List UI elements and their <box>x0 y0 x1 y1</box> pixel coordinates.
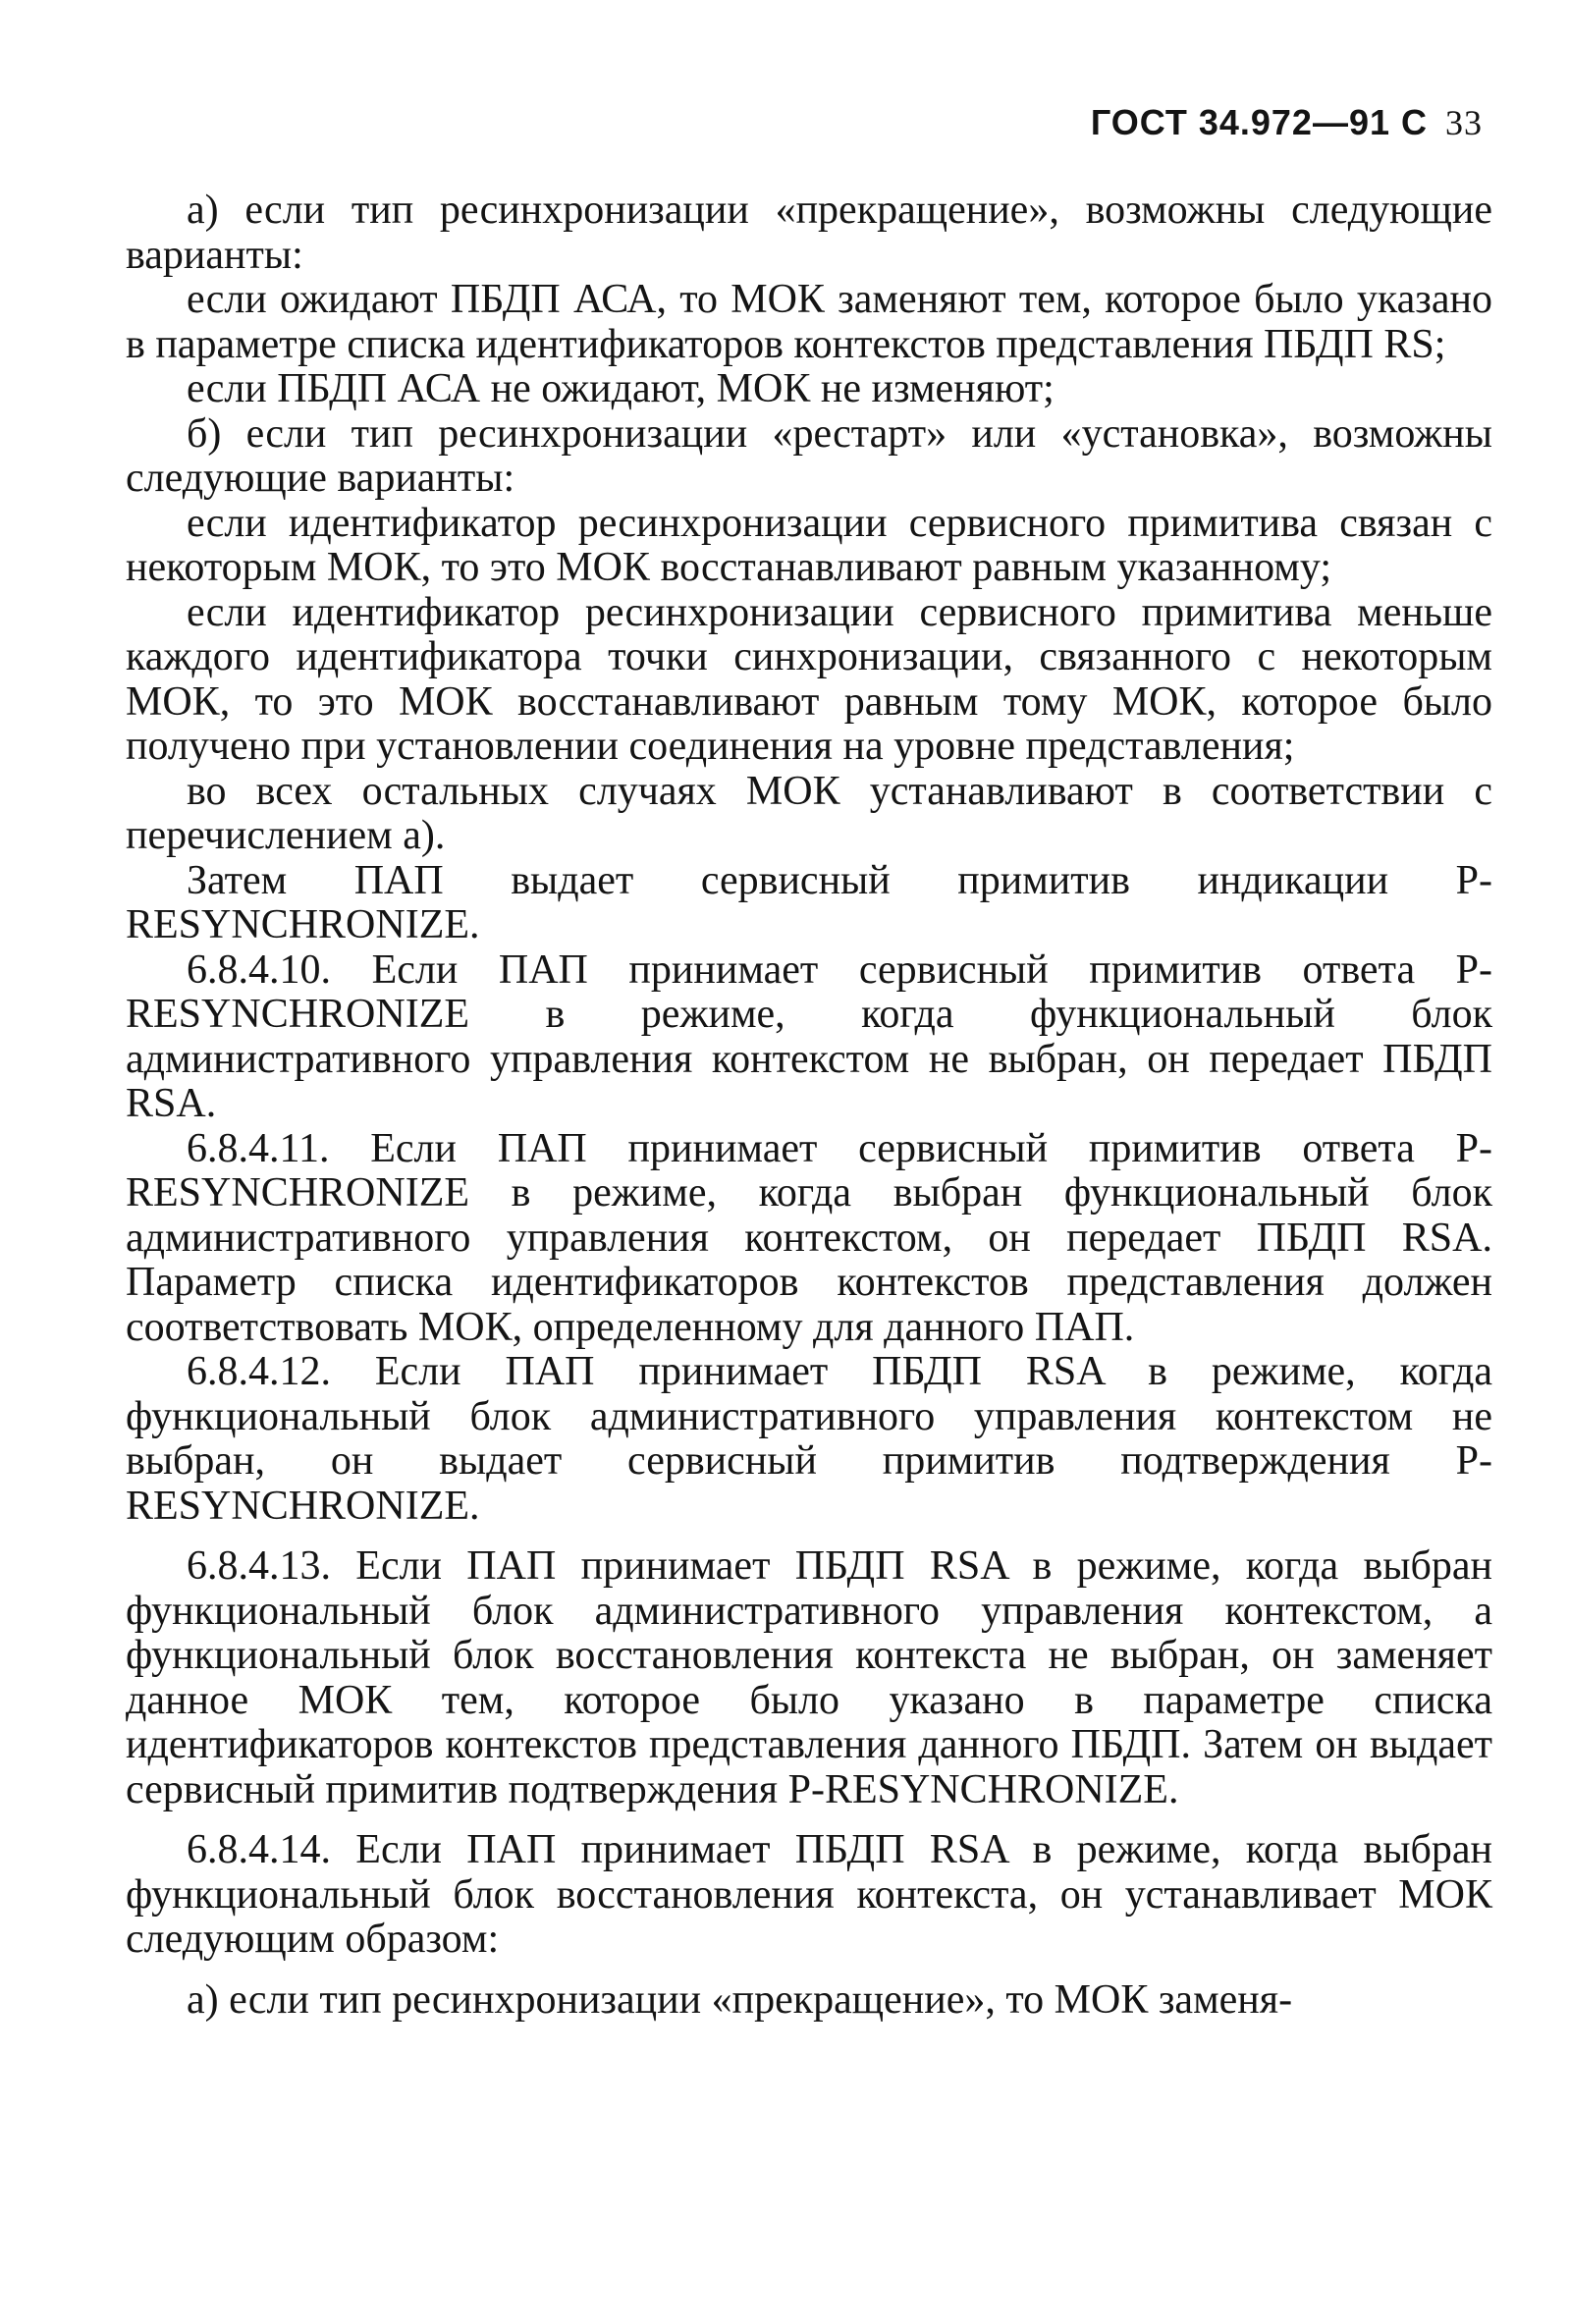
paragraph: 6.8.4.14. Если ПАП принимает ПБДП RSA в режиме, когда выбран функциональный блок восстановления контекста, он устанавливает МОК следующим образом: <box>126 1827 1492 1962</box>
standard-designation: ГОСТ 34.972—91 С <box>1090 102 1428 142</box>
paragraph: 6.8.4.11. Если ПАП принимает сервисный примитив ответа P-RESYNCHRONIZE в режиме, когда выбран функциональный блок административного управления контекстом, он передает ПБДП RSA. Параметр списка идентификаторов контекстов представления должен соответствовать МОК, определенному для данного ПАП. <box>126 1125 1492 1350</box>
paragraph: Затем ПАП выдает сервисный примитив индикации P-RESYNCHRONIZE. <box>126 857 1492 947</box>
paragraph: если ожидают ПБДП АСА, то МОК заменяют тем, которое было указано в параметре списка идентификаторов контекстов представления ПБДП RS; <box>126 277 1492 367</box>
paragraph: б) если тип ресинхронизации «рестарт» или «установка», возможны следующие варианты: <box>126 410 1492 501</box>
paragraph: 6.8.4.13. Если ПАП принимает ПБДП RSA в режиме, когда выбран функциональный блок административного управления контекстом, а функциональный блок восстановления контекста не выбран, он заменяет данное МОК тем, которое было указано в параметре списка идентификаторов контекстов представления данного ПБДП. Затем он выдает сервисный примитив подтверждения P-RESYNCHRONIZE. <box>126 1543 1492 1812</box>
paragraph: если ПБДП АСА не ожидают, МОК не изменяют; <box>187 366 1055 411</box>
paragraph: во всех остальных случаях МОК устанавливают в соответствии с перечислением а). <box>126 768 1492 858</box>
body-text <box>126 189 1492 2023</box>
paragraph: если идентификатор ресинхронизации сервисного примитива связан с некоторым МОК, то это МОК восстанавливают равным указанному; <box>126 500 1492 590</box>
paragraph: а) если тип ресинхронизации «прекращение», то МОК заменя- <box>187 1976 1293 2023</box>
paragraph: 6.8.4.10. Если ПАП принимает сервисный примитив ответа P-RESYNCHRONIZE в режиме, когда функциональный блок административного управления контекстом не выбран, он передает ПБДП RSA. <box>126 946 1492 1126</box>
paragraph: а) если тип ресинхронизации «прекращение», возможны следующие варианты: <box>126 188 1492 278</box>
paragraph: если идентификатор ресинхронизации сервисного примитива меньше каждого идентификатора точки синхронизации, связанного с некоторым МОК, то это МОК восстанавливают равным тому МОК, которое было получено при установлении соединения на уровне представления; <box>126 589 1492 769</box>
page-header <box>1091 102 1483 143</box>
page-number: 33 <box>1445 103 1483 142</box>
paragraph: 6.8.4.12. Если ПАП принимает ПБДП RSA в режиме, когда функциональный блок административного управления контекстом не выбран, он выдает сервисный примитив подтверждения P-RESYNCHRONIZE. <box>126 1349 1492 1529</box>
